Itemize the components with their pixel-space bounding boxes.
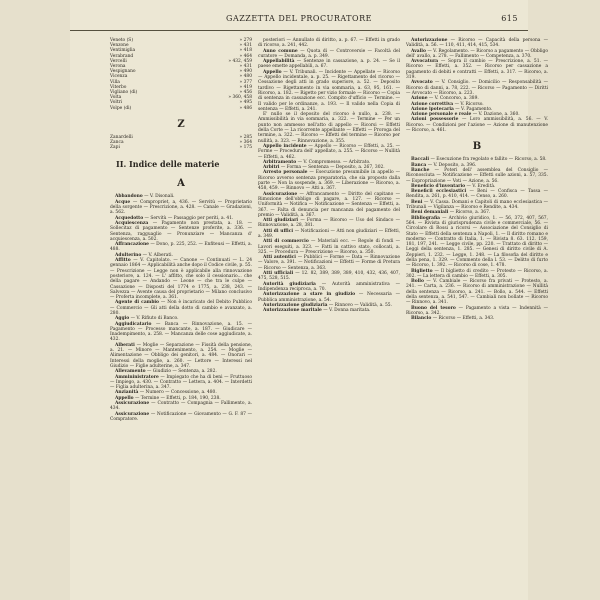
entry-text: — Notificazione — Giovamento — G. F. 87 — Compratore. (110, 411, 252, 422)
index-entry (406, 200, 548, 211)
entry-text: — Compropriet, a, 436. — Servitù — Proprietario della sorgente — Prescrizione, a. 428. — Canale — Gradazioni, a. 562. (110, 199, 252, 216)
entry-text: — V. Compromesso. — Arbitrato. (297, 159, 371, 165)
entry-text: — Il biglietto di credito — Protesto — Ricorso, a. 302. — La lettera di cambio — Effetti, a. 305. (406, 268, 548, 279)
entry-text: — Ricorso — Effetti, a. 343. (432, 316, 495, 322)
index-entry (110, 242, 252, 253)
index-ref: » 377 (239, 79, 252, 85)
index-ref: » 480 (239, 74, 252, 80)
entry-text: — V. Ricorso. (454, 101, 484, 107)
column-middle (258, 38, 400, 598)
entry-headword: Appellabilità (263, 59, 295, 65)
index-entry (110, 375, 252, 391)
index-term: Vercelli (110, 58, 127, 64)
entry-text: posteriori — Annullato di diritto, a. p. 67. — Effetti in grado di ricorso, a. 241, 442. (258, 38, 400, 49)
entry-text: — V. Cassa. Domani e Capitoli di mano ecclesiastica — Tribunali — Vigilanza — Ricorso e Rendite, a. 434. (406, 199, 548, 211)
index-entry (258, 192, 400, 218)
entry-headword: Bollo (411, 279, 424, 285)
entry-headword: Avallo (411, 48, 426, 54)
entry-text: — Ricorso, a. 367. (449, 210, 491, 216)
index-ref: » 490 (239, 69, 252, 75)
index-term: Viterbo (110, 84, 127, 90)
entry-headword: Autorità giudiziaria (263, 281, 316, 287)
entry-text: — Servitù — Passaggio per periti, a. 41. (144, 215, 234, 221)
index-entry (258, 112, 400, 144)
index-ref: » 360, 458 (228, 95, 252, 101)
entry-text: — Rinnovo — Validità, a. 55. (328, 302, 392, 308)
running-title: GAZZETTA DEL PROCURATORE (226, 14, 372, 23)
entry-text: — Impiegato che ha di beni — Fruttuoso — Impiego, a. 430. — Contratto — Lettera, a. 404. — Interdetti — Figlia adulterina, a. 347. (110, 374, 252, 391)
entry-text: — V. Tribunali. — Incidente — Appellate — Ricorso — Appello incidentale, a. p. 25. — Rigettamento del ricorso — Cessazione degli atti in grado superiore, a. 52. — Deposito tardivo — Rigettamento in via sommaria, a. 63, 95, 161. — Ricorso, a. 182. — Rigetto per vizio formale — Ricorso — Copia di sentenza in cassazione ecc. Compito d'ufficio — Termine. — Il valido per le ordinanze, a. 193. — Il valido nella Copia di sentenza — Effetti, a. 241. (258, 69, 400, 112)
entry-text: — Poteri dell' assemblea del Consiglio — Riconosciuta — Notificazione — Effetti sulle azioni, a. 57, 335. — Espropriazione — Voti — Azione, a. 56. (406, 167, 548, 184)
entry-headword: Beneficio d'inventario (411, 183, 466, 189)
entry-text: — Notificazioni — Atti non giudiziari — Effetti, a. 349. (258, 228, 400, 239)
entry-headword: Autorizzazione a stare in giudizio (263, 292, 356, 298)
entry-text: E' nullo se il deposito del ricorso è nullo, a. 238. — Ammissibilità in via sommaria, a. 322. — Termine — Per un punto non ammesso nell'atto di appello — Ricorsi — Effetti della Corte — La ricorrente appellante — Effetti — Proroga del termine, a. 322. — Ricorso — Effetti del termine — Ricorso per nullità, a. 323. — Rinnovazione, a. 355. (258, 112, 400, 144)
entry-headword: Atti ufficiali (263, 271, 294, 277)
index-entry (406, 117, 548, 133)
index-term: Zapi (110, 145, 120, 151)
index-term: Venzone (110, 43, 129, 49)
entry-text: — Forma — Sentenza — Deposito, a. 267, 302. (280, 165, 385, 171)
subject-entries-right (406, 38, 548, 133)
subject-entries-a (110, 194, 252, 422)
entry-text: — Termine — Effetti, p. 184, 190, 238. (135, 395, 221, 401)
entry-headword: Biglietto (411, 268, 433, 274)
entry-headword: Banca (411, 162, 427, 168)
index-entry (258, 239, 400, 255)
index-ref: » 432, 459 (228, 58, 252, 64)
entry-headword: Abbandono (115, 194, 143, 200)
index-entry (406, 168, 548, 184)
column-right (406, 38, 548, 598)
entry-headword: Acquiescenza (115, 220, 149, 226)
index-term: Vicenza (110, 74, 128, 80)
index-ref: » 486 (239, 105, 252, 111)
index-entry (110, 322, 252, 343)
letter-heading-b: B (472, 141, 482, 153)
index-entry (110, 221, 252, 242)
index-term: Volpe (di) (110, 105, 132, 111)
index-entry (258, 70, 400, 112)
entry-headword: Beneficii ecclesiastici (411, 189, 467, 195)
entry-text: — V. Donna maritata. (323, 308, 371, 314)
entry-headword: Assicurazione (115, 401, 150, 407)
page-header (70, 14, 528, 28)
entry-headword: Autorizzazione maritale (263, 308, 322, 314)
index-ref: » 464 (239, 53, 252, 59)
entry-headword: Affrancazione (115, 242, 149, 248)
index-entry (110, 300, 252, 316)
index-entry (258, 218, 400, 229)
entry-headword: Atti di uffici (263, 228, 294, 234)
index-ref: » 279 (239, 38, 252, 43)
entry-text: — Pagamento non prestata, a. 18. — Sollecitaz di pagamento — Sentenze proferite, a. 336. — Sentenza, ragguaglio — Pronunziare — Mancanza d' acquiescenza, a. 502. (110, 220, 252, 242)
index-term: Zanardelli (110, 134, 133, 140)
entry-headword: Buono del tesoro (411, 305, 456, 311)
entry-headword: Azioni possessorie (411, 117, 459, 123)
index-entry (110, 401, 252, 412)
index-ref: » 285 (239, 134, 252, 140)
entry-text: — Banca — Rinnovazione, a. 15. — Pagamento — Processo mancante, a. 187. — Giudicare — Inadempimento, a. 258. — Mancanza delle cose aggiudicate, a. 432. (110, 321, 252, 343)
index-entry (110, 343, 252, 369)
entry-headword: Alberati (115, 342, 135, 348)
index-ref: » 175 (239, 145, 252, 151)
index-entry (258, 282, 400, 293)
entry-text: — Giudizio — Sentenza, a. 282. (146, 369, 217, 375)
index-term: Volta (110, 95, 122, 101)
entry-text: — Sentenze in cassazione, a. p. 24. — Se il paese emette appellabili, a. 67. (258, 59, 400, 70)
index-entry (406, 306, 548, 317)
entry-text: — 12. 82, 389, 389, 389, 410, 432, 436, 407, 475, 528, 515. (258, 271, 400, 282)
index-entry (258, 49, 400, 60)
entry-headword: Azione ipotecaria (411, 106, 454, 112)
entry-headword: Arbitri (263, 165, 280, 171)
entry-headword: Appello incidente (263, 143, 307, 149)
index-ref: » 495 (239, 100, 252, 106)
index-entry (258, 229, 400, 240)
entry-text: — Numero — Concessione, a. 480. (139, 390, 217, 396)
index-term: Vigliano (di) (110, 90, 138, 96)
document-page (70, 0, 549, 600)
entry-text: — V. Cambiale — Ricorso fra privati — Protesto, a. 241. — Carta, a. 236. — Ricorso di amministrazione — Nullità della sentenza — Ricorso, a. 241. — Bollo, a. 544. — Effetti della sentenza, a. 541, 547. — Cambiali non bollate — Ricorso — Rinnovo, a. 341. (406, 279, 548, 306)
entry-headword: Azione personale e reale (411, 112, 472, 118)
index-term: Vespignano (110, 69, 136, 75)
entry-headword: Avvocatura (411, 59, 439, 65)
entry-text: — V. Alberati. (142, 252, 173, 258)
entry-text: — Sopra il cambio — Prescrizione, a. 51. — Ricorso — Effetti, a. 352. — Ricorso per cassazione a pagamento di debiti e contratti — Effetti, a. 317. — Ricorso, a. 319. (406, 59, 548, 81)
entry-text: — Ricorso — Capacità della persona — Validità, a. 56. — 110, 411, 414, 415, 534. (406, 38, 548, 49)
entry-headword: Ammininistratore (115, 374, 159, 380)
entry-headword: Aggio (115, 316, 130, 322)
entry-headword: Adulterino (115, 252, 142, 258)
entry-text: — Affrancamento — Diritto del capitano — Rimozione dell'obbligo di pagare, a. 127. — Ricorso — Uniformità — Notifica — Notificazione — Sentenza — Effetti, a. 367. — Falta di denuncia per mancanza del pagamento del premio — Validità, a. 367. (258, 191, 401, 218)
entry-headword: Acque (115, 199, 131, 205)
entry-headword: Beni demaniali (411, 210, 449, 216)
entry-text: — Esecuzione presumibile in appello — Ricorso avverso sentenza preparatoria, che sia proposto dalla parte — Non la sospende, a. 369. — Liberazione — Ricorso, a. 458, 459. — Rinnovo — Atti a. 367. (258, 170, 400, 192)
entry-headword: Banche (411, 167, 430, 173)
index-entry (406, 216, 548, 269)
section-heading: II. Indice delle materie (116, 159, 220, 170)
entry-text: — V. Dazione, a. 360. (472, 112, 520, 118)
index-entry (110, 258, 252, 300)
subject-entries-b (406, 157, 548, 321)
index-entry (406, 59, 548, 80)
entry-text: — Pubblici — Forme — Data — Rinnovazione — Valore, a. 391. — Notificazioni — Effetti — Forme di Pretura — Ricorso — Sentenza, a. 363. (258, 255, 400, 271)
index-ref: » 456 (239, 90, 252, 96)
entry-text: — Necessaria — Pubblica amministrazione, a. 54. (258, 292, 400, 303)
entry-headword: Anzianità (115, 390, 139, 396)
index-entry (406, 269, 548, 280)
entry-text: — V. Rifiuto di Banco. (130, 316, 179, 322)
letter-heading-z: Z (177, 118, 185, 130)
index-entry (110, 412, 252, 423)
entry-headword: Azione (411, 96, 428, 102)
index-entry (406, 49, 548, 60)
entry-text: — Beni — Confisca — Tassa — Rendita, a. 261, p. 410, 414. — Censo, a. 260. (406, 189, 548, 200)
entry-headword: Aggiudicatario (115, 321, 152, 327)
entry-text: — Materiali ecc. — Regole di fondi — Lavori eseguiti, a. 323. — Fatti in cattivo stato, collocati, a. 325. — Procedura — Prescrizione — Ricorso, a. 350. (258, 239, 400, 255)
index-entry (406, 279, 548, 305)
entry-headword: Appello (263, 69, 282, 75)
index-entry (258, 255, 400, 271)
index-term: Zanca (110, 140, 124, 146)
index-term: Verabrand (110, 53, 134, 59)
entry-text: — Moglie — Separazione — Fissità della pensione, a. 21. — Minore — Mantenimento, a. 254. — Moglie — Alimentazione — Obbligo dei genitori, a. 484. — Onorari — Interessi della moglie, a. 260. — Lettore — Interessi nel Giudizio — Figlie adulterine, a. 347. (110, 342, 252, 369)
index-ref: » 419 (239, 84, 252, 90)
index-entry (258, 38, 400, 49)
entry-text: — V. Consiglio. — Domicilio — Responsabilità — Ricorso di danni, a. 78, 222. — Ricorso — Pagamento — Diritti — Avvocato — Ricorso, a. 223. (406, 80, 548, 96)
entry-headword: Acquedotto (115, 215, 144, 221)
index-entry (258, 292, 400, 303)
entry-headword: Autorizzazione giudiziaria (263, 302, 328, 308)
entry-text: — V. Regolamento. — Ricorso a pagamento — Obbligo dell' avallo, a. 278. — Fallimento — Competenza, a. 370. (406, 48, 549, 59)
index-ref: » 431 (239, 43, 252, 49)
place-index-v (110, 38, 252, 111)
entry-headword: Atti giudiziari (263, 218, 299, 224)
index-term: Verona (110, 64, 126, 70)
index-ref: » 431 (239, 64, 252, 70)
entry-headword: Autorizzazione (411, 38, 448, 43)
index-row (110, 106, 252, 111)
entry-text: — Non è incaricato del Debito Pubblico — Commercio — Gli atti della dotto di cambio e avanzato, a. 280. (110, 300, 252, 316)
entry-headword: Avvocato (411, 80, 433, 86)
entry-headword: Atti di commercio (263, 239, 309, 245)
entry-headword: Appello (115, 395, 134, 401)
index-entry (406, 189, 548, 200)
entry-text: — V. Capitolato. — Canone — Continuati — L. 24 gennaio 1864 — Applicabilità anche dopo il Codice civile, p. 55. — Prescrizione — Legge non è applicabile alla rinnovazione posteriore, a. 124. — L' affitto, che solo il cessionario... che della pagare — Andando — Leone — che tra le culpe — Cassazione — Disposti del 1774 e 1775, a. 238, 243. — Salvezza — Avente causa del proprietario — Milano conclusivo — Proferta incomplete, a. 361. (110, 258, 252, 301)
entry-text: — Loro ammissibilità, a. 56. — V. Ricorso. — Condizioni per l'azione — Azione di manutenzione — Ricorso, a. 461. (406, 117, 548, 134)
entry-headword: Allevamento (115, 369, 146, 375)
entry-headword: Arbitramento (263, 159, 297, 165)
index-entry (406, 316, 548, 321)
entry-headword: Agente di cambio (115, 300, 159, 306)
entry-headword: Arresto personale (263, 170, 308, 176)
entry-headword: Anno comune (263, 48, 298, 54)
entry-headword: Assicurazione (115, 411, 150, 417)
index-term: Voltri (110, 100, 123, 106)
index-entry (258, 308, 400, 313)
entry-text: — Appello — Ricorso — Effetti, a. 25. — Forme — Procedura dell' appellato, a. 255. — Ricorso — Nullità — Effetti, a. 462. (258, 143, 400, 160)
entry-text: — V. Disonali. (144, 194, 175, 200)
index-ref: » 418 (239, 48, 252, 54)
header-rule (70, 30, 528, 31)
column-left (110, 38, 252, 598)
entry-text: — Contratto — Compagnia — Fallimento, a. 434. (110, 401, 252, 412)
index-entry (258, 170, 400, 191)
index-entry (258, 59, 400, 70)
subject-entries-middle (258, 38, 400, 313)
entry-text: — Pagamento a vista — Indennità — Ricorso, a. 342. (406, 305, 548, 316)
index-term: Villa (110, 79, 120, 85)
entry-text: — V. Concorso, a. 389. (428, 96, 479, 102)
entry-text: — Dono, p. 225, 252. — Enfiteusi — Effetti, a. 488. (110, 242, 252, 253)
entry-headword: Beni (411, 199, 423, 205)
index-entry (258, 271, 400, 282)
entry-text: — Forma — Ricorso — Uso del Sindaco — Rinnovazione, a. 28, 381. (258, 218, 400, 229)
entry-headword: Bibliografia (411, 215, 440, 221)
place-index-z (110, 135, 252, 151)
letter-heading-a: A (177, 178, 185, 190)
entry-text: — Autorità amministrativa — Indipendenza reciproca, a. 70. (258, 281, 400, 292)
index-term: Ventimiglia (110, 48, 136, 54)
index-entry (406, 38, 548, 49)
entry-text: — V. Deposito, a. 396. (427, 162, 477, 168)
index-ref: » 364 (239, 140, 252, 146)
entry-headword: Atti autentici (263, 255, 296, 261)
index-entry (406, 80, 548, 96)
entry-text: — Esecuzione fra regolato e fallito — Ricorso, a. 58. (430, 157, 547, 163)
entry-headword: Baccali (411, 157, 430, 163)
entry-headword: Affitto (115, 258, 131, 264)
index-term: Veneto (S) (110, 38, 134, 43)
entry-text: — V. Pagamento. (455, 106, 493, 112)
index-entry (110, 200, 252, 216)
page-number: 615 (501, 14, 518, 23)
entry-headword: Assicurazione (263, 191, 298, 197)
entry-text: — Archivio giuridico, 1. — 56, 372, 407, 567, 564. — Rivista di giurisprudenza civile e commerciale, 56. — Circolare di Rossi a ricorsi — Associazione del Consiglio di Stato — Effetti della sentenza a Napoli, 1. — Il diritto romano e moderno — Contratto di Italia, 1. — Rivista 8. 63. 112. 159, 181, 197, 241. — Legge civile, pp. 220. — Trattato di diritto — Leggi della sentenza, 1. 285. — Genesi di diritto civile di A. Zeppieri, 1. 232. — Legge, 1. 248. — La filosofia del diritto e della pena, 1. 329. — Commento della l. 53. — Delitto di furto — Ricorso, 1. 392. — Ricorso di cose, 1. 478. (406, 215, 548, 269)
index-row (110, 145, 252, 150)
entry-headword: Bilancio (411, 316, 432, 322)
entry-text: — Quota di — Controversie — Facoltà del curatore — Domanda, a. p. 349. (258, 48, 400, 59)
entry-text: — V. Eredità. (466, 183, 496, 189)
index-entry (258, 144, 400, 160)
entry-headword: Azione correttiva (411, 101, 454, 107)
